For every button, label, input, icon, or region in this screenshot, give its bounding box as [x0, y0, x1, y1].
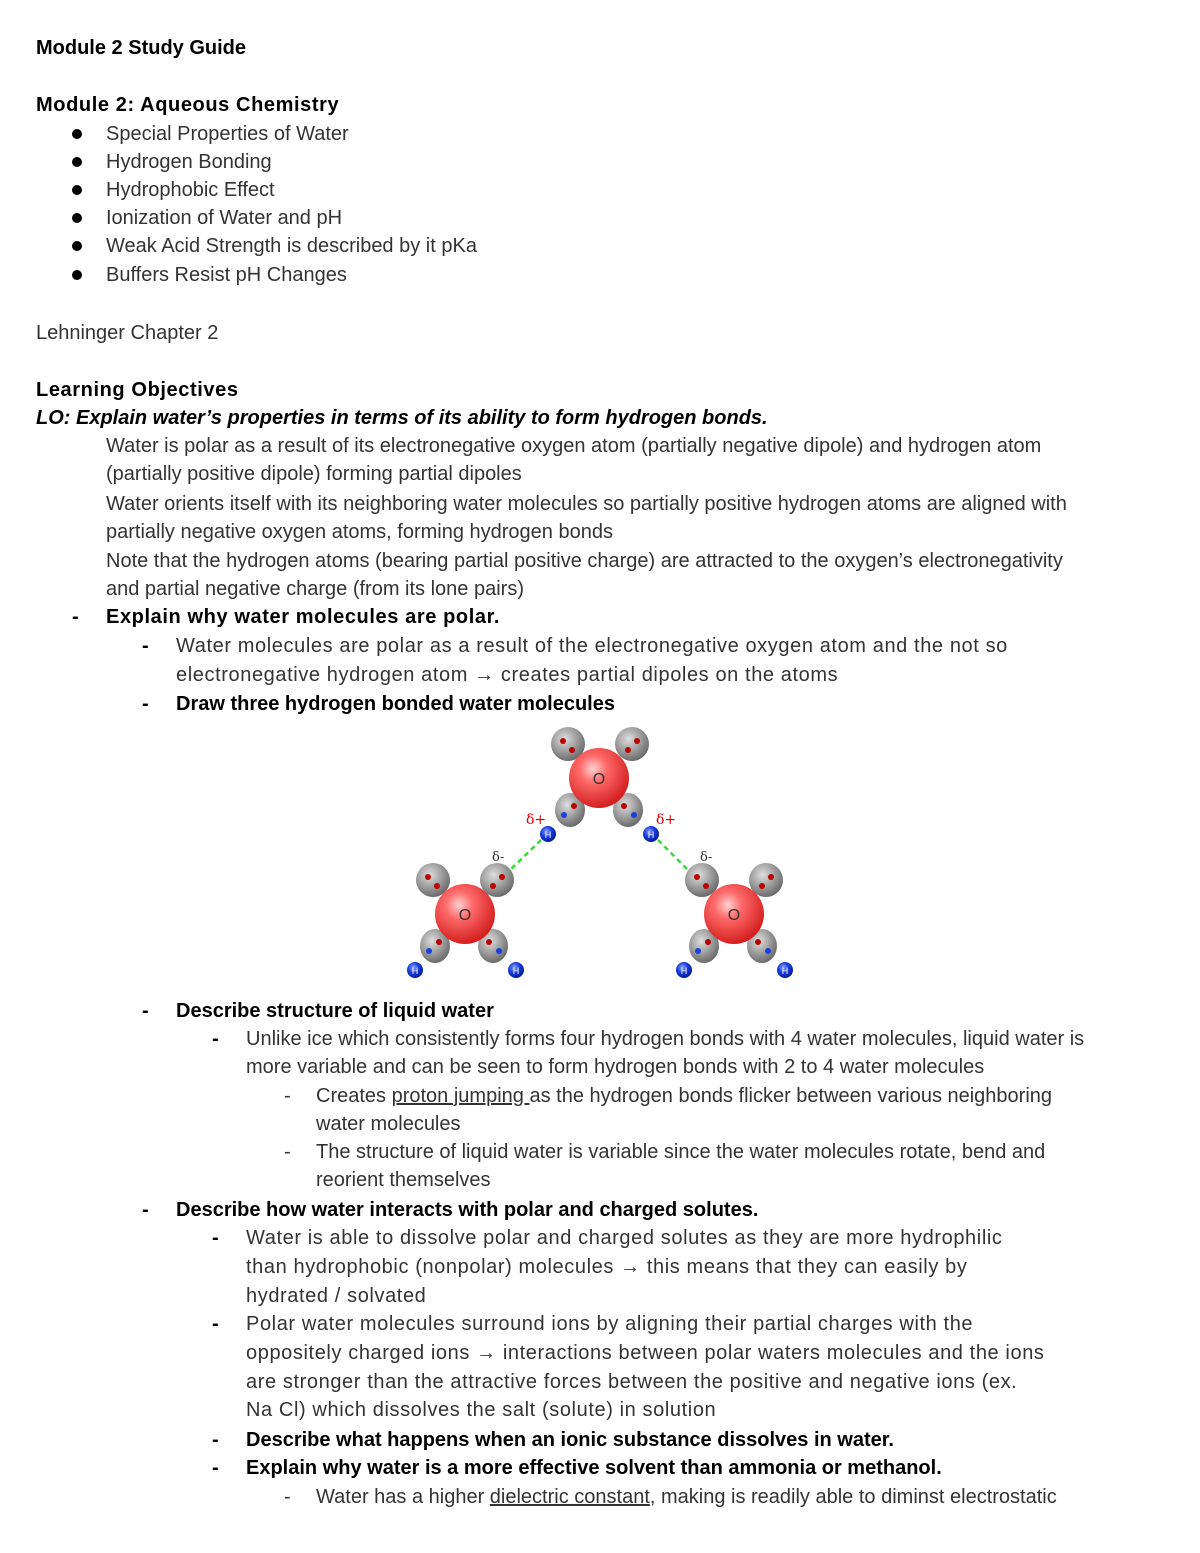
dielectric-constant-term: dielectric constant: [489, 1486, 650, 1508]
dielectric-post-text: , making is readily able to diminst electrostatic: [649, 1486, 1057, 1508]
draw-heading: Draw three hydrogen bonded water molecules: [176, 693, 615, 715]
polar-heading: Explain why water molecules are polar.: [106, 606, 501, 628]
electron-dot: [436, 939, 442, 945]
document-title: Module 2 Study Guide: [36, 37, 247, 59]
water-hydrogen-bond-figure: [400, 720, 800, 990]
dash-bullet: -: [212, 1028, 219, 1050]
lone-pair-lobe: [615, 727, 649, 761]
electron-dot: [705, 939, 711, 945]
hydrogen-label: H: [647, 830, 655, 840]
hydrogen-bond-line: [658, 840, 688, 870]
variable-line: The structure of liquid water is variable since the water molecules rotate, bend and: [316, 1141, 1046, 1163]
dash-bullet: -: [212, 1227, 219, 1249]
variable-line: reorient themselves: [316, 1169, 491, 1191]
intro-line: Water is polar as a result of its electronegative oxygen atom (partially negative dipole) and hydrogen atom: [106, 435, 1042, 457]
module-heading: Module 2: Aqueous Chemistry: [36, 94, 340, 116]
proton-pre-text: Creates: [316, 1085, 392, 1107]
intro-line: (partially positive dipole) forming partial dipoles: [106, 463, 522, 485]
electron-dot: [560, 738, 566, 744]
topic-item: Weak Acid Strength is described by it pKa: [106, 235, 477, 257]
proton-line-continued: water molecules: [316, 1113, 461, 1135]
hydrogen-bond-line: [508, 840, 541, 872]
bullet-icon: [72, 213, 82, 223]
ions-line: are stronger than the attractive forces between the positive and negative ions (ex.: [246, 1371, 1018, 1393]
electron-dot: [486, 939, 492, 945]
dash-bullet: -: [212, 1313, 219, 1335]
solutes-line: Water is able to dissolve polar and charged solutes as they are more hydrophilic: [246, 1227, 1003, 1249]
polar-line: electronegative hydrogen atom → creates partial dipoles on the atoms: [176, 664, 839, 686]
oxygen-label: O: [458, 907, 472, 924]
structure-heading: Describe structure of liquid water: [176, 1000, 494, 1022]
electron-dot: [426, 948, 432, 954]
bullet-icon: [72, 157, 82, 167]
dash-bullet: -: [142, 635, 149, 657]
dielectric-pre-text: Water has a higher: [316, 1486, 490, 1508]
bullet-icon: [72, 241, 82, 251]
dash-bullet: -: [142, 1000, 149, 1022]
topic-item: Hydrogen Bonding: [106, 151, 272, 173]
electron-dot: [634, 738, 640, 744]
delta-plus-label: δ+: [526, 812, 547, 828]
solutes-heading: Describe how water interacts with polar and charged solutes.: [176, 1199, 759, 1221]
water-molecule-right: [676, 863, 793, 978]
structure-line: Unlike ice which consistently forms four hydrogen bonds with 4 water molecules, liquid water is: [246, 1028, 1085, 1050]
water-molecule-top: [540, 727, 659, 842]
ions-line: oppositely charged ions → interactions between polar waters molecules and the ions: [246, 1342, 1045, 1364]
objectives-heading: Learning Objectives: [36, 379, 239, 401]
electron-dot: [496, 948, 502, 954]
electron-dot: [695, 948, 701, 954]
intro-line: and partial negative charge (from its lone pairs): [106, 578, 524, 600]
electron-dot: [703, 883, 709, 889]
topic-item: Ionization of Water and pH: [106, 207, 343, 229]
delta-plus-label: δ+: [656, 812, 677, 828]
topic-item: Buffers Resist pH Changes: [106, 264, 347, 286]
electron-dot: [561, 812, 567, 818]
ions-line: Na Cl) which dissolves the salt (solute) in solution: [246, 1399, 717, 1421]
electron-dot: [490, 883, 496, 889]
hydrogen-label: H: [781, 966, 789, 976]
hydrogen-label: H: [680, 966, 688, 976]
dash-bullet: -: [212, 1457, 219, 1479]
solutes-line: than hydrophobic (nonpolar) molecules → this means that they can easily by: [246, 1256, 968, 1278]
chapter-reference: Lehninger Chapter 2: [36, 322, 219, 344]
topic-item: Hydrophobic Effect: [106, 179, 275, 201]
intro-line: Water orients itself with its neighboring water molecules so partially positive hydrogen atoms are aligned with: [106, 493, 1067, 515]
delta-minus-label: δ-: [700, 850, 713, 865]
ions-line: Polar water molecules surround ions by aligning their partial charges with the: [246, 1313, 974, 1335]
dielectric-line: [316, 1483, 1057, 1511]
bullet-icon: [72, 185, 82, 195]
oxygen-label: O: [592, 771, 606, 788]
ionic-heading: Describe what happens when an ionic substance dissolves in water.: [246, 1429, 894, 1451]
structure-line: more variable and can be seen to form hydrogen bonds with 2 to 4 water molecules: [246, 1056, 985, 1078]
electron-dot: [569, 747, 575, 753]
bullet-icon: [72, 129, 82, 139]
delta-minus-label: δ-: [492, 850, 505, 865]
water-molecule-left: [407, 863, 524, 978]
intro-line: Note that the hydrogen atoms (bearing partial positive charge) are attracted to the oxygen’s electronegativity: [106, 550, 1063, 572]
proton-jumping-line: [316, 1082, 1052, 1110]
electron-dot: [755, 939, 761, 945]
topic-item: Special Properties of Water: [106, 123, 349, 145]
solvent-heading: Explain why water is a more effective solvent than ammonia or methanol.: [246, 1457, 942, 1479]
electron-dot: [571, 803, 577, 809]
electron-dot: [631, 812, 637, 818]
electron-dot: [434, 883, 440, 889]
electron-dot: [425, 874, 431, 880]
dash-bullet: -: [142, 1199, 149, 1221]
electron-dot: [759, 883, 765, 889]
dash-bullet: -: [142, 693, 149, 715]
proton-jumping-term: proton jumping: [391, 1085, 530, 1107]
hydrogen-label: H: [411, 966, 419, 976]
dash-bullet: -: [212, 1429, 219, 1451]
oxygen-label: O: [727, 907, 741, 924]
dash-bullet: -: [284, 1486, 291, 1508]
hydrogen-label: H: [544, 830, 552, 840]
electron-dot: [625, 747, 631, 753]
electron-dot: [765, 948, 771, 954]
electron-dot: [621, 803, 627, 809]
solutes-line: hydrated / solvated: [246, 1285, 427, 1307]
proton-post-text: as the hydrogen bonds flicker between various neighboring: [529, 1085, 1053, 1107]
bullet-icon: [72, 270, 82, 280]
electron-dot: [694, 874, 700, 880]
hydrogen-label: H: [512, 966, 520, 976]
polar-line: Water molecules are polar as a result of the electronegative oxygen atom and the not so: [176, 635, 1008, 657]
dash-bullet: -: [284, 1141, 291, 1163]
dash-bullet: -: [284, 1085, 291, 1107]
dash-bullet: -: [72, 606, 79, 628]
electron-dot: [499, 874, 505, 880]
lo-statement: LO: Explain water’s properties in terms of its ability to form hydrogen bonds.: [36, 407, 768, 429]
electron-dot: [768, 874, 774, 880]
intro-line: partially negative oxygen atoms, forming hydrogen bonds: [106, 521, 613, 543]
